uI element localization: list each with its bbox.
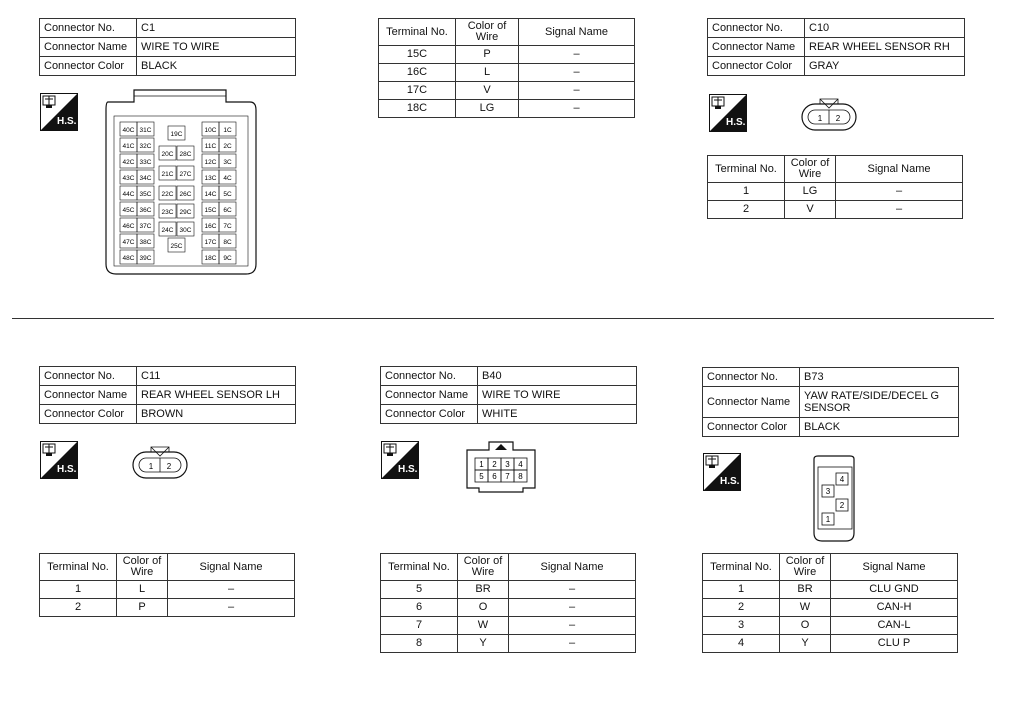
signal-name: – [519, 100, 635, 118]
cavity-label: 28C [179, 151, 192, 158]
cavity-label: 38C [139, 239, 152, 246]
table-row [40, 581, 295, 599]
pin-label: 4 [518, 460, 523, 469]
cavity-label: 39C [139, 255, 152, 262]
signal-name: – [168, 599, 295, 617]
wire-color: W [458, 617, 509, 635]
c11-terminal-table [39, 553, 295, 617]
wire-color: BR [458, 581, 509, 599]
cavity-label: 22C [161, 191, 174, 198]
pin-label: 5 [479, 472, 484, 481]
table-row [40, 599, 295, 617]
cavity-label: 23C [161, 209, 174, 216]
table-row [379, 46, 635, 64]
connector-color-value: GRAY [805, 57, 965, 76]
b40-connector-diagram [465, 440, 537, 494]
signal-name: CLU GND [831, 581, 958, 599]
connector-color-value: BLACK [137, 57, 296, 76]
cavity-label: 33C [139, 159, 152, 166]
cavity-label: 41C [122, 143, 135, 150]
c1-terminal-table [378, 18, 635, 118]
wire-color: L [117, 581, 168, 599]
connector-no-value: C11 [137, 367, 296, 386]
signal-name: – [168, 581, 295, 599]
signal-name: CLU P [831, 635, 958, 653]
connector-name-label: Connector Name [708, 38, 805, 57]
pin-label: 1 [825, 515, 831, 524]
signal-name: CAN-L [831, 617, 958, 635]
cavity-label: 5C [223, 191, 232, 198]
pin-label: 2 [492, 460, 497, 469]
table-row [379, 100, 635, 118]
cavity-label: 44C [122, 191, 135, 198]
c10-terminal-table [707, 155, 963, 219]
wire-color-header: Color of Wire [780, 554, 831, 581]
cavity-label: 37C [139, 223, 152, 230]
section-divider [12, 318, 994, 319]
terminal-no: 4 [703, 635, 780, 653]
connector-no-label: Connector No. [40, 19, 137, 38]
wire-color: Y [780, 635, 831, 653]
table-row [703, 617, 958, 635]
wire-color-header: Color of Wire [458, 554, 509, 581]
signal-name: – [519, 64, 635, 82]
cavity-label: 4C [223, 175, 232, 182]
terminal-no: 16C [379, 64, 456, 82]
connector-name-label: Connector Name [703, 387, 800, 418]
terminal-no: 2 [40, 599, 117, 617]
table-row [703, 635, 958, 653]
signal-name: – [509, 617, 636, 635]
table-row [381, 617, 636, 635]
cavity-label: 31C [139, 127, 152, 134]
hs-label: H.S. [720, 476, 740, 487]
connector-color-value: BROWN [137, 405, 296, 424]
wire-color-header: Color of Wire [456, 19, 519, 46]
terminal-no-header: Terminal No. [379, 19, 456, 46]
connector-no-value: B73 [800, 368, 959, 387]
terminal-no: 1 [708, 183, 785, 201]
wire-color: V [785, 201, 836, 219]
cavity-label: 13C [204, 175, 217, 182]
terminal-no: 1 [40, 581, 117, 599]
table-row [381, 581, 636, 599]
cavity-label: 32C [139, 143, 152, 150]
cavity-label: 6C [223, 207, 232, 214]
table-row [381, 599, 636, 617]
signal-name: – [509, 581, 636, 599]
table-row [703, 599, 958, 617]
cavity-label: 24C [161, 227, 174, 234]
pin-label: 3 [505, 460, 510, 469]
connector-no-value: C10 [805, 19, 965, 38]
terminal-no: 5 [381, 581, 458, 599]
cavity-label: 48C [122, 255, 135, 262]
b73-connector-diagram [806, 455, 862, 543]
terminal-no: 18C [379, 100, 456, 118]
b73-info [702, 367, 959, 437]
pin-label: 2 [166, 462, 172, 471]
cavity-label: 42C [122, 159, 135, 166]
connector-no-label: Connector No. [381, 367, 478, 386]
pin-label: 1 [148, 462, 154, 471]
cavity-label: 47C [122, 239, 135, 246]
pin-label: 1 [817, 114, 823, 123]
connector-color-label: Connector Color [708, 57, 805, 76]
connector-name-label: Connector Name [40, 38, 137, 57]
table-row [379, 64, 635, 82]
cavity-label: 45C [122, 207, 135, 214]
wire-color-header: Color of Wire [785, 156, 836, 183]
hs-label: H.S. [726, 117, 746, 128]
b73-terminal-table [702, 553, 958, 653]
wire-color: V [456, 82, 519, 100]
connector-no-value: B40 [478, 367, 637, 386]
cavity-label: 25C [170, 243, 183, 250]
cavity-label: 20C [161, 151, 174, 158]
cavity-label: 43C [122, 175, 135, 182]
signal-name-header: Signal Name [519, 19, 635, 46]
cavity-label: 30C [179, 227, 192, 234]
c1-info [39, 18, 296, 76]
terminal-no: 17C [379, 82, 456, 100]
cavity-label: 14C [204, 191, 217, 198]
connector-color-label: Connector Color [381, 405, 478, 424]
wire-color: LG [785, 183, 836, 201]
pin-label: 3 [825, 487, 831, 496]
table-row [703, 581, 958, 599]
connector-no-label: Connector No. [708, 19, 805, 38]
connector-color-label: Connector Color [40, 405, 137, 424]
wire-color: W [780, 599, 831, 617]
hs-icon [381, 441, 419, 484]
c1-connector-diagram [100, 86, 260, 278]
signal-name-header: Signal Name [168, 554, 295, 581]
signal-name: – [519, 82, 635, 100]
cavity-label: 26C [179, 191, 192, 198]
terminal-no: 2 [708, 201, 785, 219]
c10-info [707, 18, 965, 76]
hs-label: H.S. [57, 116, 77, 127]
pin-label: 2 [835, 114, 841, 123]
cavity-label: 40C [122, 127, 135, 134]
terminal-no: 3 [703, 617, 780, 635]
connector-color-value: BLACK [800, 418, 959, 437]
signal-name: – [509, 635, 636, 653]
pin-label: 4 [839, 475, 845, 484]
table-row [379, 82, 635, 100]
signal-name-header: Signal Name [509, 554, 636, 581]
cavity-label: 46C [122, 223, 135, 230]
connector-name-value: WIRE TO WIRE [478, 386, 637, 405]
signal-name: – [836, 201, 963, 219]
c11-info [39, 366, 296, 424]
terminal-no-header: Terminal No. [703, 554, 780, 581]
b40-terminal-table [380, 553, 636, 653]
pin-label: 2 [839, 501, 845, 510]
wire-color: O [458, 599, 509, 617]
connector-name-value: REAR WHEEL SENSOR LH [137, 386, 296, 405]
cavity-label: 18C [204, 255, 217, 262]
cavity-label: 35C [139, 191, 152, 198]
cavity-label: 9C [223, 255, 232, 262]
connector-no-value: C1 [137, 19, 296, 38]
cavity-label: 36C [139, 207, 152, 214]
cavity-label: 2C [223, 143, 232, 150]
connector-color-value: WHITE [478, 405, 637, 424]
connector-name-label: Connector Name [40, 386, 137, 405]
terminal-no: 15C [379, 46, 456, 64]
connector-no-label: Connector No. [703, 368, 800, 387]
c11-connector-diagram [131, 446, 189, 482]
cavity-label: 1C [223, 127, 232, 134]
hs-icon [703, 453, 741, 496]
wire-color: BR [780, 581, 831, 599]
table-row [708, 183, 963, 201]
pin-label: 7 [505, 472, 510, 481]
hs-icon [40, 441, 78, 484]
signal-name-header: Signal Name [836, 156, 963, 183]
signal-name: – [836, 183, 963, 201]
hs-label: H.S. [398, 464, 418, 475]
hs-label: H.S. [57, 464, 77, 475]
pin-label: 8 [518, 472, 523, 481]
signal-name-header: Signal Name [831, 554, 958, 581]
wire-color: O [780, 617, 831, 635]
cavity-label: 10C [204, 127, 217, 134]
wire-color: P [117, 599, 168, 617]
cavity-label: 7C [223, 223, 232, 230]
hs-icon [40, 93, 78, 136]
connector-name-value: WIRE TO WIRE [137, 38, 296, 57]
pin-label: 1 [479, 460, 484, 469]
terminal-no: 7 [381, 617, 458, 635]
wire-color-header: Color of Wire [117, 554, 168, 581]
connector-name-label: Connector Name [381, 386, 478, 405]
signal-name: CAN-H [831, 599, 958, 617]
cavity-label: 27C [179, 171, 192, 178]
hs-icon [709, 94, 747, 137]
cavity-label: 29C [179, 209, 192, 216]
terminal-no: 8 [381, 635, 458, 653]
terminal-no-header: Terminal No. [708, 156, 785, 183]
cavity-label: 11C [204, 143, 217, 150]
cavity-label: 16C [204, 223, 217, 230]
wire-color: LG [456, 100, 519, 118]
wire-color: Y [458, 635, 509, 653]
signal-name: – [509, 599, 636, 617]
connector-color-label: Connector Color [703, 418, 800, 437]
terminal-no-header: Terminal No. [381, 554, 458, 581]
cavity-label: 8C [223, 239, 232, 246]
terminal-no: 2 [703, 599, 780, 617]
terminal-no-header: Terminal No. [40, 554, 117, 581]
c10-connector-diagram [800, 98, 858, 134]
wire-color: L [456, 64, 519, 82]
connector-name-value: REAR WHEEL SENSOR RH [805, 38, 965, 57]
connector-no-label: Connector No. [40, 367, 137, 386]
table-row [381, 635, 636, 653]
cavity-label: 15C [204, 207, 217, 214]
pin-label: 6 [492, 472, 497, 481]
cavity-label: 17C [204, 239, 217, 246]
signal-name: – [519, 46, 635, 64]
cavity-label: 19C [170, 131, 183, 138]
cavity-label: 21C [161, 171, 174, 178]
cavity-label: 12C [204, 159, 217, 166]
connector-name-value: YAW RATE/SIDE/DECEL G SENSOR [800, 387, 959, 418]
cavity-label: 3C [223, 159, 232, 166]
terminal-no: 6 [381, 599, 458, 617]
b40-info [380, 366, 637, 424]
wire-color: P [456, 46, 519, 64]
terminal-no: 1 [703, 581, 780, 599]
cavity-label: 34C [139, 175, 152, 182]
table-row [708, 201, 963, 219]
connector-color-label: Connector Color [40, 57, 137, 76]
